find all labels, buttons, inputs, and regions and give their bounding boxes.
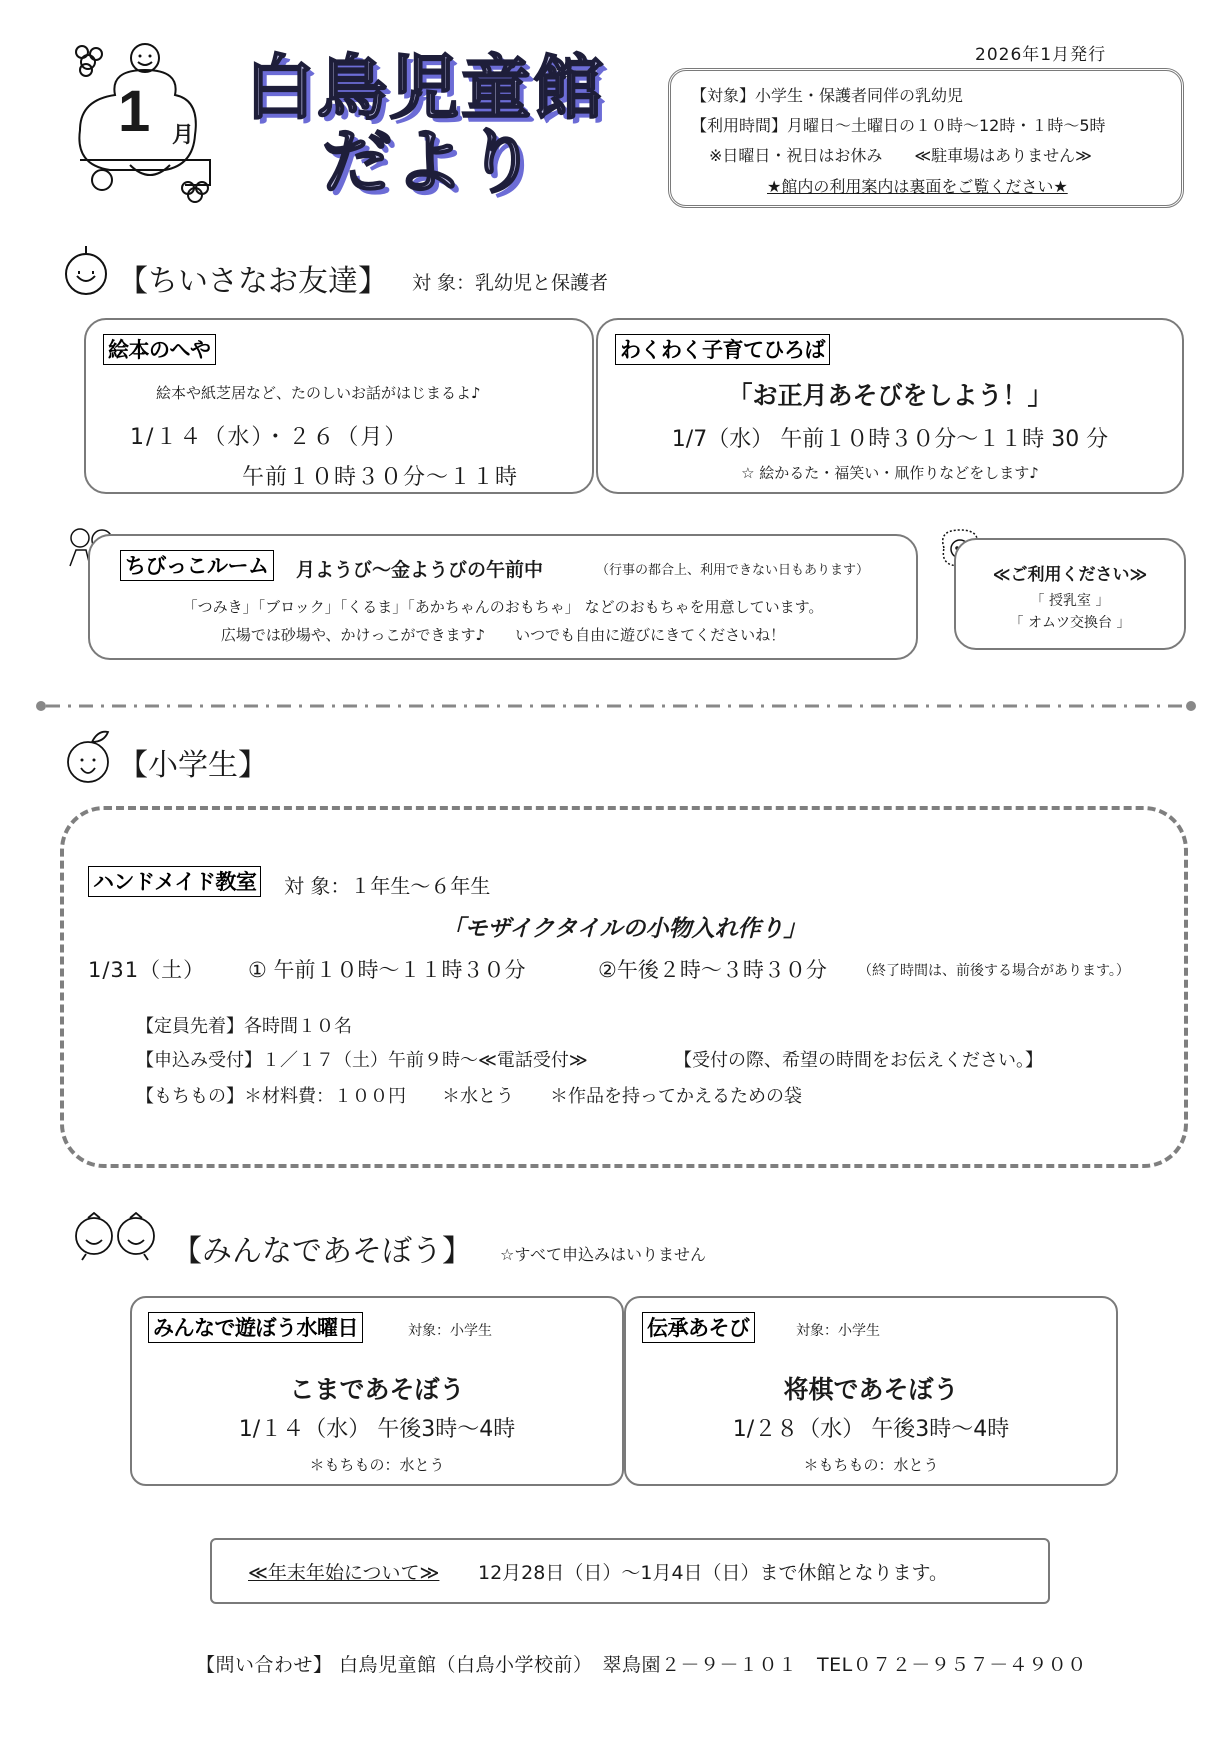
handmade-slot2: ②午後２時～３時３０分 bbox=[598, 958, 827, 982]
handmade-date: 1/31（土） bbox=[88, 958, 206, 982]
ehon-dates: 1/１４（水）・２６（月） bbox=[130, 425, 409, 450]
notice-label: ≪年末年始について≫ bbox=[248, 1562, 440, 1584]
month-number: 1 bbox=[118, 79, 151, 144]
traditional-belongings: ＊もちもの：水とう bbox=[803, 1456, 939, 1474]
wednesday-belongings: ＊もちもの：水とう bbox=[309, 1456, 445, 1474]
newsletter-title-line2: だより bbox=[322, 121, 538, 203]
card-wednesday-play bbox=[130, 1296, 624, 1486]
notice-box bbox=[210, 1538, 1050, 1604]
info-target: 【対象】小学生・保護者同伴の乳幼児 bbox=[691, 86, 964, 105]
info-closed: ※日曜日・祝日はお休み ≪駐車場はありません≫ bbox=[709, 146, 1092, 165]
handmade-capacity: 【定員先着】各時間１０名 bbox=[136, 1016, 352, 1037]
newsletter-title-line1: 白鳥児童館 bbox=[245, 47, 605, 129]
tag-chibikko-room: ちびっこルーム bbox=[120, 550, 274, 581]
wakuwaku-datetime: 1/7（水） 午前１０時３０分～１１時 30 分 bbox=[671, 427, 1109, 452]
ehon-time: 午前１０時３０分～１１時 bbox=[242, 465, 519, 490]
smiling-apple-icon bbox=[60, 244, 112, 296]
tag-wakuwaku-hiroba: わくわく子育てひろば bbox=[615, 334, 830, 365]
handmade-slot-note: （終了時間は、前後する場合があります。） bbox=[858, 963, 1130, 979]
card-ehon-room bbox=[84, 318, 594, 494]
section-title-elementary: 【小学生】 bbox=[118, 748, 268, 783]
chibikko-caveat: （行事の都合上、利用できない日もあります） bbox=[596, 563, 870, 578]
handmade-slot1: ① 午前１０時～１１時３０分 bbox=[248, 958, 526, 982]
section-title-play: 【みんなであそぼう】 bbox=[172, 1234, 472, 1269]
two-strawberries-icon bbox=[66, 1212, 170, 1262]
card-chibikko-room bbox=[88, 534, 918, 660]
section-target-infants: 対 象：乳幼児と保護者 bbox=[412, 272, 609, 294]
handmade-application-note: 【受付の際、希望の時間をお伝えください。】 bbox=[674, 1050, 1043, 1071]
wakuwaku-headline: 「お正月あそびをしよう！」 bbox=[727, 381, 1053, 410]
info-box bbox=[668, 68, 1184, 208]
facilities-nursing-room: 「 授乳室 」 bbox=[1030, 593, 1110, 609]
chibikko-line2: 広場では砂場や、かけっこができます♪ いつでも自由に遊びにきてくださいね！ bbox=[220, 626, 786, 644]
notice-text: 12月28日（日）～1月4日（日）まで休館となります。 bbox=[478, 1562, 949, 1584]
card-wakuwaku-hiroba bbox=[596, 318, 1184, 494]
traditional-datetime: 1/２８（水） 午後3時～4時 bbox=[732, 1417, 1010, 1442]
handmade-headline: 「モザイクタイルの小物入れ作り」 bbox=[441, 916, 807, 942]
facilities-diaper-table: 「 オムツ交換台 」 bbox=[1009, 615, 1131, 631]
section-title-infants: 【ちいさなお友達】 bbox=[118, 264, 388, 299]
info-hours: 【利用時間】月曜日～土曜日の１０時～12時・１時～5時 bbox=[691, 116, 1106, 135]
tag-handmade-class: ハンドメイド教室 bbox=[88, 866, 261, 897]
ehon-description: 絵本や紙芝居など、たのしいお話がはじまるよ♪ bbox=[156, 384, 481, 402]
handmade-belongings: 【もちもの】＊材料費：１００円 ＊水とう ＊作品を持ってかえるための袋 bbox=[136, 1086, 802, 1107]
footer-contact: 【問い合わせ】 白鳥児童館（白鳥小学校前） 翠鳥園２－９－１０１ TEL０７２－９５７－４９００ bbox=[196, 1654, 1087, 1676]
info-see-back: ★館内の利用案内は裏面をご覧ください★ bbox=[767, 177, 1068, 196]
orange-face-icon bbox=[66, 728, 114, 786]
traditional-headline: 将棋であそぼう bbox=[783, 1375, 959, 1404]
card-handmade-class bbox=[60, 806, 1188, 1168]
tag-wednesday-play: みんなで遊ぼう水曜日 bbox=[148, 1312, 363, 1343]
tag-traditional-play: 伝承あそび bbox=[642, 1312, 755, 1343]
handmade-target: 対 象：１年生～６年生 bbox=[284, 874, 491, 898]
card-traditional-play bbox=[624, 1296, 1118, 1486]
wakuwaku-note: ☆ 絵かるた・福笑い・凧作りなどをします♪ bbox=[741, 464, 1039, 482]
section-divider bbox=[36, 696, 1196, 706]
wednesday-datetime: 1/１４（水） 午後3時～4時 bbox=[238, 1417, 516, 1442]
chibikko-schedule: 月ようび～金ようびの午前中 bbox=[296, 559, 544, 581]
tag-ehon-room: 絵本のへや bbox=[103, 334, 216, 365]
facilities-title: ≪ご利用ください≫ bbox=[992, 565, 1148, 585]
handmade-application: 【申込み受付】１／１７（土）午前９時～≪電話受付≫ bbox=[136, 1050, 588, 1071]
month-unit: 月 bbox=[172, 123, 195, 148]
wednesday-target: 対象：小学生 bbox=[408, 1323, 492, 1339]
wednesday-headline: こまであそぼう bbox=[289, 1375, 465, 1404]
issue-date: 2026年1月発行 bbox=[975, 45, 1107, 65]
traditional-target: 対象：小学生 bbox=[796, 1323, 880, 1339]
section-play-note: ☆すべて申込みはいりません bbox=[500, 1245, 707, 1264]
card-facilities bbox=[954, 538, 1186, 650]
chibikko-line1: 「つみき」「ブロック」「くるま」「あかちゃんのおもちゃ」 などのおもちゃを用意しています。 bbox=[182, 598, 824, 616]
